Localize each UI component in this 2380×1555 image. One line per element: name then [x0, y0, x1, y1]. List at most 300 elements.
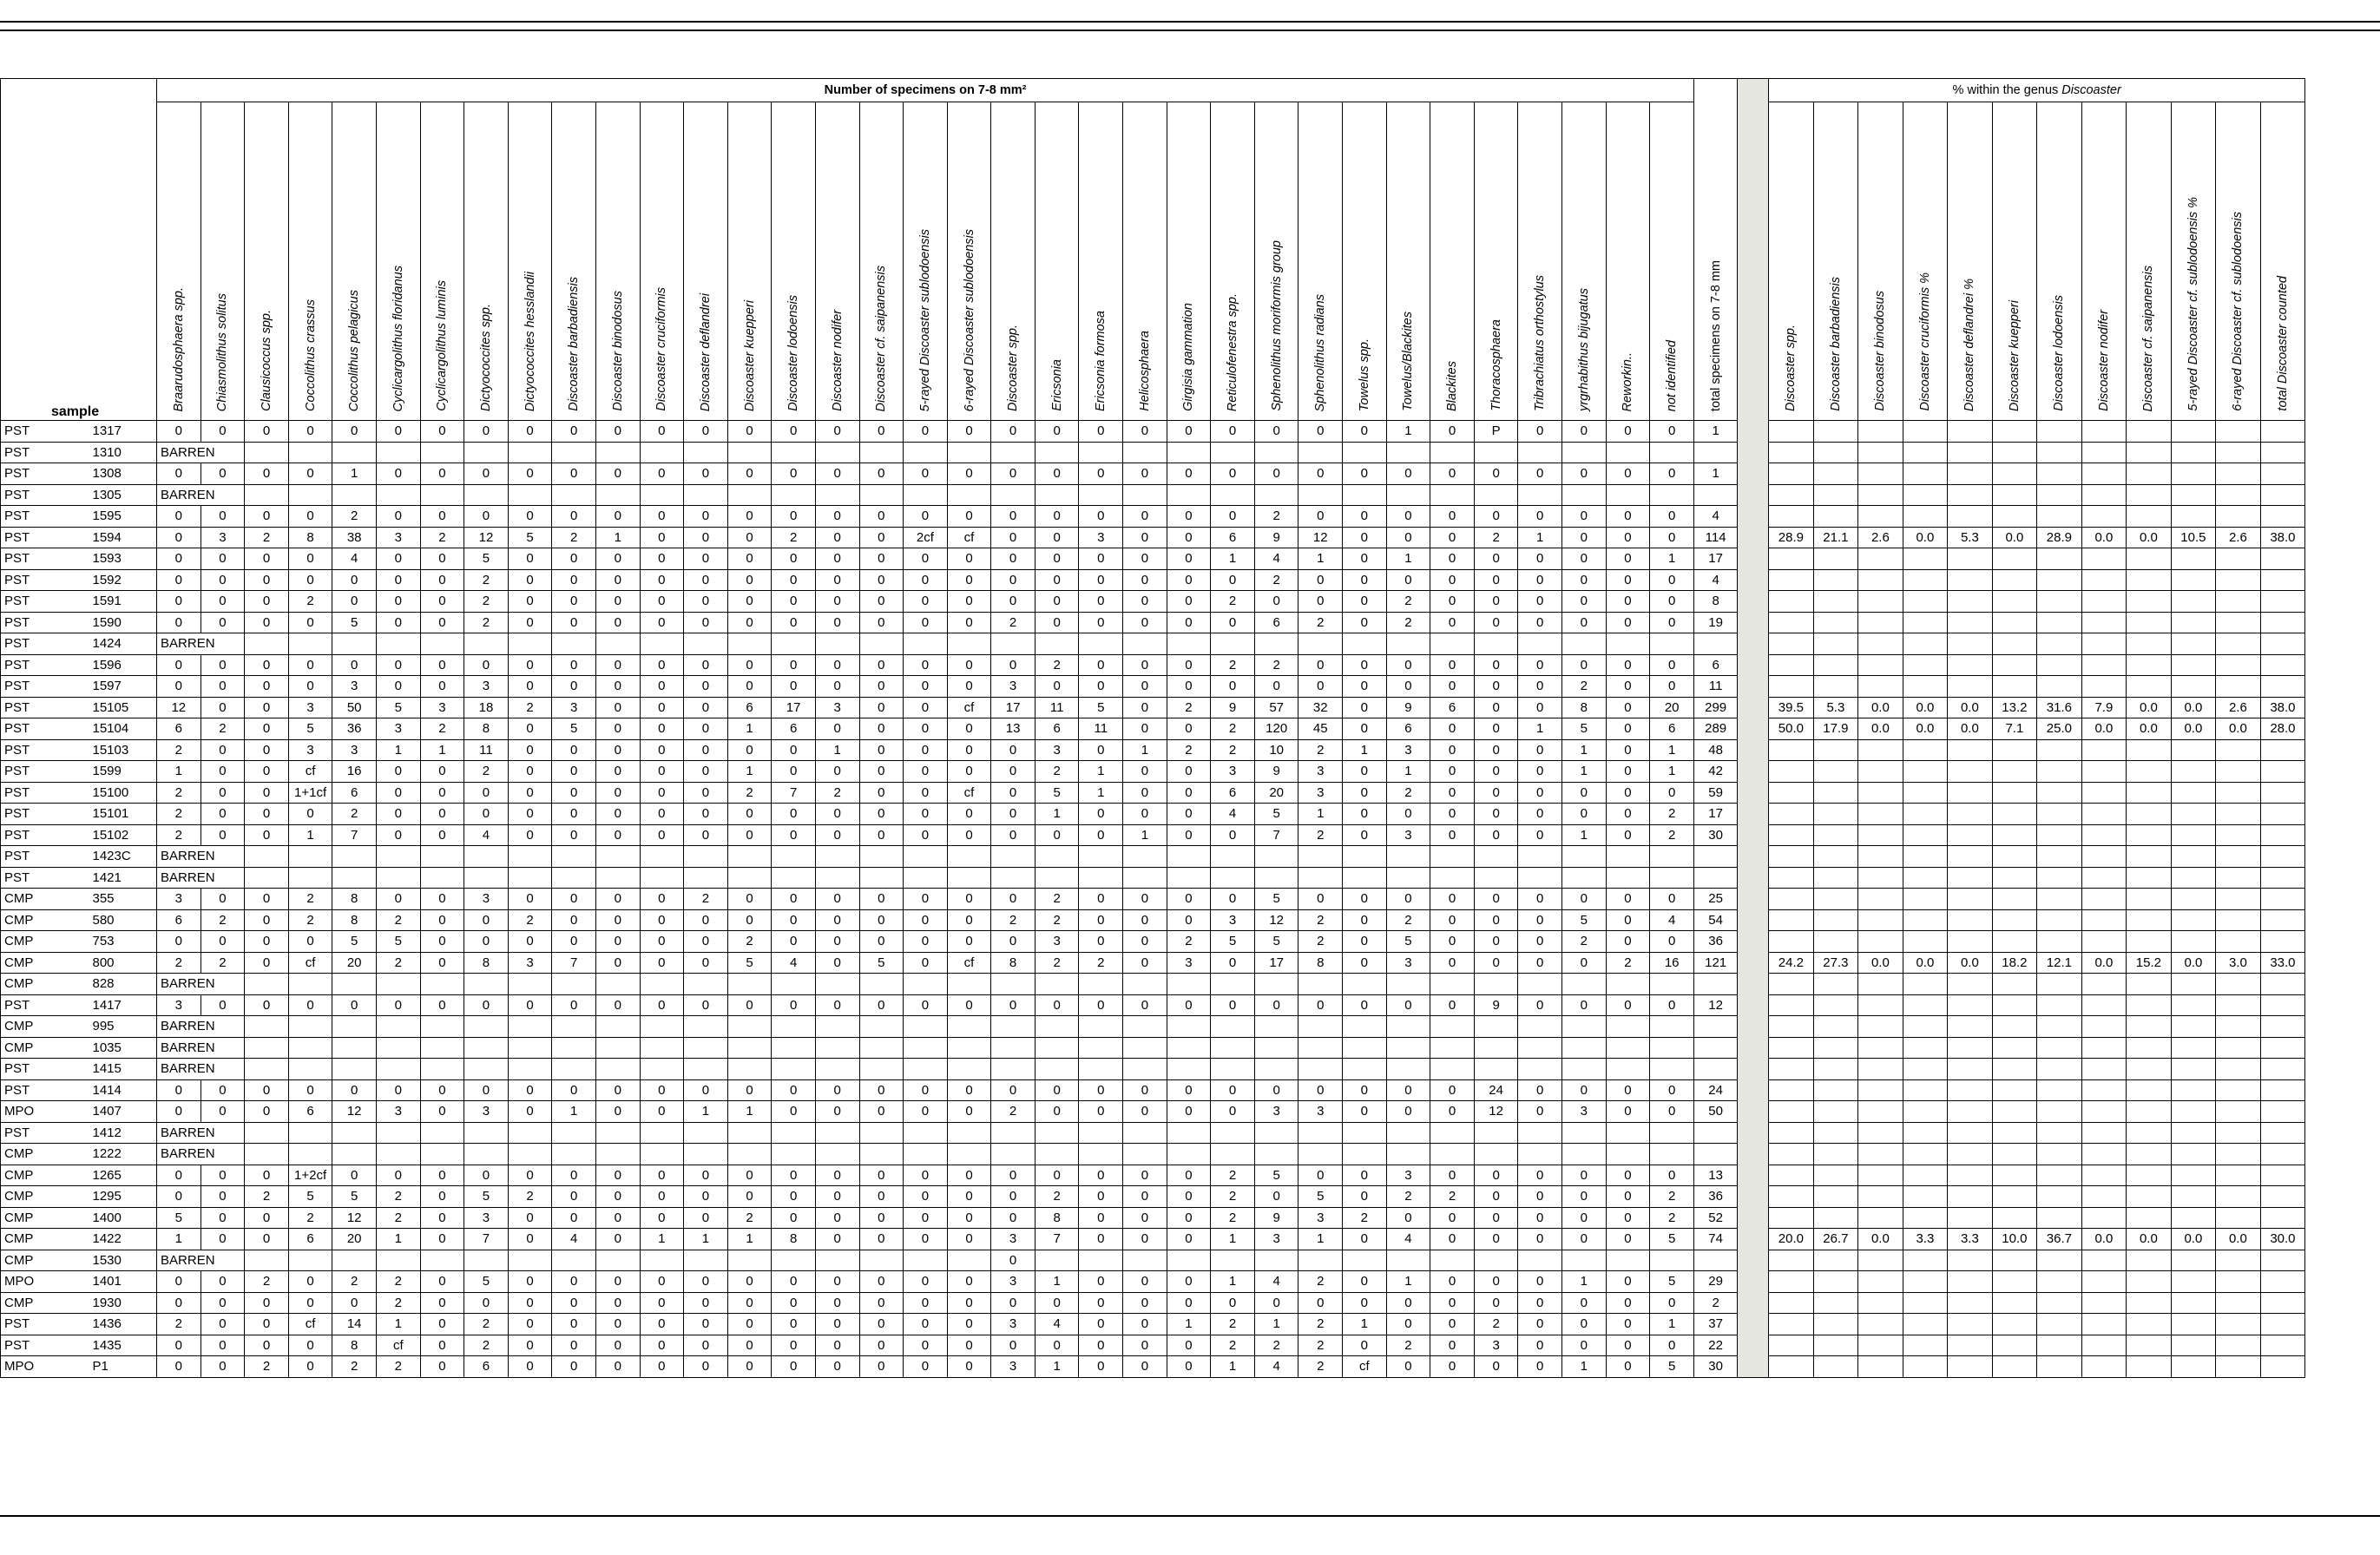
sample-number: 1530	[88, 1250, 157, 1271]
total-cell: 30	[1694, 1356, 1738, 1378]
count-cell: 0	[1474, 463, 1518, 485]
count-cell: 0	[1474, 569, 1518, 591]
count-cell: 0	[201, 1314, 245, 1335]
count-cell: 0	[288, 1079, 332, 1101]
count-cell: 7	[552, 952, 596, 974]
percent-cell	[1769, 1122, 1814, 1144]
count-cell: 0	[1035, 1335, 1079, 1356]
table-cell	[904, 1144, 948, 1165]
count-cell: 1	[595, 527, 640, 548]
percent-cell	[1769, 612, 1814, 633]
count-cell: 0	[245, 889, 289, 910]
count-cell: 0	[1474, 548, 1518, 570]
count-cell: 0	[1474, 761, 1518, 783]
count-cell: 0	[1518, 506, 1562, 528]
table-cell	[1430, 1059, 1475, 1080]
percent-cell	[2171, 846, 2216, 868]
table-cell	[420, 1016, 464, 1038]
count-cell: 7	[1035, 1229, 1079, 1250]
count-cell: 0	[245, 569, 289, 591]
count-cell: 2	[1167, 931, 1211, 953]
count-cell: 12	[332, 1207, 377, 1229]
column-label: Ericsonia	[1049, 359, 1064, 411]
count-cell: 2	[376, 1207, 420, 1229]
table-row	[1, 463, 2305, 485]
count-cell: 0	[1518, 739, 1562, 761]
count-cell: 2	[1606, 952, 1650, 974]
count-cell: 2	[1474, 1314, 1518, 1335]
percent-cell: 15.2	[2127, 952, 2172, 974]
count-cell: 0	[1430, 591, 1475, 613]
count-cell: 1	[420, 739, 464, 761]
count-cell: 0	[727, 1186, 772, 1208]
percent-cell	[1903, 1335, 1948, 1356]
total-cell: 1	[1694, 463, 1738, 485]
count-cell: 17	[1254, 952, 1298, 974]
count-cell: 1	[684, 1101, 728, 1123]
count-cell: 0	[1474, 804, 1518, 825]
sample-number: 1424	[88, 633, 157, 655]
count-cell: 9	[1386, 697, 1430, 718]
count-cell: 0	[1430, 527, 1475, 548]
table-cell	[1518, 1144, 1562, 1165]
table-cell	[1035, 1059, 1079, 1080]
percent-cell: 0.0	[2216, 718, 2261, 740]
species-header	[420, 102, 464, 421]
count-cell: 0	[727, 463, 772, 485]
table-cell	[772, 974, 816, 995]
count-cell: 0	[1430, 889, 1475, 910]
percent-cell	[2037, 1144, 2082, 1165]
count-cell: 0	[595, 739, 640, 761]
count-cell: 6	[1386, 718, 1430, 740]
percent-cell	[1813, 1250, 1858, 1271]
table-cell	[1123, 442, 1167, 463]
count-cell: 5	[1211, 931, 1255, 953]
count-cell: 0	[508, 1207, 552, 1229]
count-cell: 0	[595, 548, 640, 570]
count-cell: 0	[1386, 1079, 1430, 1101]
count-cell: 3	[508, 952, 552, 974]
table-cell	[1606, 442, 1650, 463]
percent-cell	[1992, 548, 2037, 570]
count-cell: 2cf	[904, 527, 948, 548]
count-cell: 0	[1474, 654, 1518, 676]
table-cell	[727, 484, 772, 506]
count-cell: 0	[991, 931, 1035, 953]
percent-cell	[1992, 782, 2037, 804]
percent-cell	[1813, 548, 1858, 570]
count-cell: 0	[772, 548, 816, 570]
percent-cell	[2216, 1122, 2261, 1144]
count-cell: 0	[1606, 1101, 1650, 1123]
count-cell: 0	[684, 739, 728, 761]
count-cell: 0	[1211, 569, 1255, 591]
count-cell: 0	[201, 931, 245, 953]
table-cell	[1167, 484, 1211, 506]
count-cell: 0	[1298, 463, 1343, 485]
sample-number: 15105	[88, 697, 157, 718]
table-cell	[684, 974, 728, 995]
count-cell: 0	[1606, 994, 1650, 1016]
count-cell: 0	[1211, 889, 1255, 910]
table-cell	[552, 867, 596, 889]
count-cell: 0	[1035, 1079, 1079, 1101]
percent-cell: 10.5	[2171, 527, 2216, 548]
count-cell: 3	[1562, 1101, 1607, 1123]
count-cell: 0	[815, 463, 859, 485]
table-cell	[991, 1122, 1035, 1144]
table-cell	[1079, 484, 1123, 506]
count-cell: 0	[508, 889, 552, 910]
table-cell	[684, 484, 728, 506]
count-cell: 0	[245, 804, 289, 825]
count-cell: 0	[1386, 463, 1430, 485]
table-row	[1, 952, 2305, 974]
species-header	[1035, 102, 1079, 421]
count-cell: 0	[508, 1356, 552, 1378]
count-cell: 0	[552, 1314, 596, 1335]
count-cell: 2	[1254, 506, 1298, 528]
count-cell: 1	[1035, 1356, 1079, 1378]
percent-cell	[2171, 1037, 2216, 1059]
column-label: 6-rayed Discoaster cf. sublodoensis	[2231, 212, 2245, 411]
percent-cell	[2037, 421, 2082, 443]
percent-header	[1813, 102, 1858, 421]
percent-cell	[1992, 909, 2037, 931]
percent-cell	[1992, 591, 2037, 613]
percent-cell	[1992, 1250, 2037, 1271]
count-cell: 1	[727, 1101, 772, 1123]
count-cell: 0	[772, 994, 816, 1016]
count-cell: 0	[552, 994, 596, 1016]
count-cell: 0	[288, 569, 332, 591]
count-cell: 0	[991, 1165, 1035, 1186]
percent-cell	[2216, 1079, 2261, 1101]
percent-cell	[1992, 1335, 2037, 1356]
count-cell: 0	[991, 421, 1035, 443]
count-cell: 0	[1430, 676, 1475, 698]
percent-header	[2037, 102, 2082, 421]
table-row	[1, 527, 2305, 548]
count-cell: 0	[1035, 824, 1079, 846]
sample-number: 1035	[88, 1037, 157, 1059]
count-cell: 0	[815, 824, 859, 846]
table-cell	[1430, 1122, 1475, 1144]
percent-cell	[2081, 1335, 2127, 1356]
count-cell: 0	[1650, 931, 1694, 953]
count-cell: 2	[1298, 1356, 1343, 1378]
column-label: Reworkin..	[1621, 351, 1635, 411]
species-header	[1386, 102, 1430, 421]
count-cell: 2	[157, 739, 201, 761]
table-cell	[640, 484, 684, 506]
species-header	[464, 102, 509, 421]
table-cell	[376, 846, 420, 868]
count-cell: 8	[1298, 952, 1343, 974]
count-cell: 0	[904, 697, 948, 718]
count-cell: 0	[1386, 1101, 1430, 1123]
percent-cell	[2081, 612, 2127, 633]
sample-number: 15101	[88, 804, 157, 825]
percent-cell	[2260, 1037, 2305, 1059]
table-cell	[1254, 846, 1298, 868]
percent-cell	[1858, 994, 1903, 1016]
count-cell: 0	[815, 1207, 859, 1229]
percent-cell	[1948, 846, 1993, 868]
percent-cell: 0.0	[1948, 718, 1993, 740]
sample-number: 1417	[88, 994, 157, 1016]
count-cell: 0	[859, 804, 904, 825]
column-label: Chiasmolithus solitus	[215, 292, 230, 411]
percent-cell	[1948, 506, 1993, 528]
count-cell: 0	[640, 421, 684, 443]
count-cell: 0	[1035, 548, 1079, 570]
count-cell: 0	[640, 889, 684, 910]
percent-cell	[1769, 1079, 1814, 1101]
total-cell: 299	[1694, 697, 1738, 718]
column-label: Braarudosphaera spp.	[171, 286, 186, 411]
count-cell: 0	[508, 1101, 552, 1123]
sample-number: 15102	[88, 824, 157, 846]
count-cell: 0	[1606, 804, 1650, 825]
count-cell: 0	[1167, 1079, 1211, 1101]
sample-number: 1222	[88, 1144, 157, 1165]
percent-cell: 0.0	[2127, 718, 2172, 740]
table-cell	[595, 867, 640, 889]
count-cell: 0	[727, 421, 772, 443]
barren-label: BARREN	[157, 867, 201, 889]
percent-cell	[2037, 889, 2082, 910]
percent-cell	[1813, 1292, 1858, 1314]
count-cell: 1	[1650, 739, 1694, 761]
percent-cell: 2.6	[1858, 527, 1903, 548]
percent-cell	[1858, 1144, 1903, 1165]
count-cell: 0	[1079, 591, 1123, 613]
count-cell: 0	[684, 612, 728, 633]
percent-cell	[1903, 1016, 1948, 1038]
count-cell: 0	[1474, 1356, 1518, 1378]
count-cell: 2	[1079, 952, 1123, 974]
count-cell: 2	[1650, 804, 1694, 825]
column-label: Thoracosphaera	[1489, 319, 1503, 411]
count-cell: 3	[1298, 761, 1343, 783]
column-label: total Discoaster counted	[2275, 276, 2290, 411]
species-header	[815, 102, 859, 421]
table-cell	[1167, 1037, 1211, 1059]
count-cell: 0	[1562, 889, 1607, 910]
count-cell: 5	[288, 718, 332, 740]
table-cell	[1386, 1037, 1430, 1059]
percent-cell	[2127, 1101, 2172, 1123]
total-cell: 48	[1694, 739, 1738, 761]
count-cell: 2	[1211, 1207, 1255, 1229]
count-cell: 0	[595, 761, 640, 783]
percent-cell: 12.1	[2037, 952, 2082, 974]
percent-cell	[1903, 867, 1948, 889]
count-cell: 0	[1386, 654, 1430, 676]
percent-cell	[1858, 782, 1903, 804]
count-cell: 5	[464, 1186, 509, 1208]
count-cell: 0	[1518, 1186, 1562, 1208]
count-cell: 0	[727, 804, 772, 825]
count-cell: 0	[1430, 1079, 1475, 1101]
count-cell: 0	[1430, 569, 1475, 591]
percent-cell	[2037, 654, 2082, 676]
percent-cell	[2171, 654, 2216, 676]
barren-label: BARREN	[157, 1250, 201, 1271]
percent-cell	[1813, 1356, 1858, 1378]
percent-cell	[2216, 548, 2261, 570]
count-cell: 3	[991, 1271, 1035, 1293]
count-cell: 0	[420, 761, 464, 783]
count-cell: 2	[1343, 1207, 1387, 1229]
count-cell: 1	[684, 1229, 728, 1250]
count-cell: cf	[947, 697, 991, 718]
table-cell	[595, 1122, 640, 1144]
count-cell: 0	[640, 718, 684, 740]
count-cell: 5	[157, 1207, 201, 1229]
count-cell: 0	[727, 654, 772, 676]
count-cell: 0	[772, 463, 816, 485]
percent-cell: 0.0	[2081, 952, 2127, 974]
percent-cell	[1992, 1037, 2037, 1059]
percent-cell	[1948, 824, 1993, 846]
count-cell: 0	[815, 1229, 859, 1250]
percent-cell	[1769, 591, 1814, 613]
count-cell: 0	[684, 952, 728, 974]
count-cell: 4	[1211, 804, 1255, 825]
percent-cell	[2081, 1165, 2127, 1186]
count-cell: 0	[859, 591, 904, 613]
count-cell: 0	[1167, 548, 1211, 570]
count-cell: 2	[684, 889, 728, 910]
count-cell: 0	[815, 569, 859, 591]
count-cell: 0	[904, 909, 948, 931]
table-cell	[772, 1250, 816, 1271]
percent-cell: 0.0	[1858, 952, 1903, 974]
count-cell: 3	[464, 889, 509, 910]
table-cell	[245, 1250, 289, 1271]
count-cell: 0	[772, 421, 816, 443]
count-cell: 0	[947, 1356, 991, 1378]
percent-cell	[2260, 676, 2305, 698]
count-cell: 0	[508, 994, 552, 1016]
count-cell: 0	[947, 1186, 991, 1208]
percent-cell	[2171, 804, 2216, 825]
percent-cell	[1948, 1059, 1993, 1080]
percent-cell	[2127, 889, 2172, 910]
percent-cell	[1992, 442, 2037, 463]
table-cell	[815, 1144, 859, 1165]
percent-cell	[1813, 782, 1858, 804]
count-cell: 6	[464, 1356, 509, 1378]
percent-cell	[2037, 994, 2082, 1016]
table-cell	[595, 974, 640, 995]
table-row	[1, 739, 2305, 761]
count-cell: 6	[1650, 718, 1694, 740]
count-cell: 2	[1298, 612, 1343, 633]
count-cell: 2	[245, 1271, 289, 1293]
table-cell	[947, 1059, 991, 1080]
count-cell: 0	[991, 824, 1035, 846]
count-cell: 0	[1474, 1186, 1518, 1208]
percent-cell	[2171, 1144, 2216, 1165]
count-cell: 2	[727, 1207, 772, 1229]
count-cell: 1	[1343, 1314, 1387, 1335]
percent-cell	[1858, 421, 1903, 443]
table-cell	[727, 1250, 772, 1271]
count-cell: 17	[772, 697, 816, 718]
count-cell: 0	[464, 421, 509, 443]
table-cell	[991, 867, 1035, 889]
percent-cell	[1948, 889, 1993, 910]
count-cell: 0	[1167, 994, 1211, 1016]
table-cell	[1430, 633, 1475, 655]
table-row	[1, 1165, 2305, 1186]
percent-cell: 17.9	[1813, 718, 1858, 740]
count-cell: 0	[288, 421, 332, 443]
table-cell	[1386, 1250, 1430, 1271]
percent-cell	[2081, 761, 2127, 783]
count-cell: 0	[1167, 804, 1211, 825]
count-cell: 5	[332, 1186, 377, 1208]
table-row	[1, 1122, 2305, 1144]
count-cell: 0	[1430, 1271, 1475, 1293]
table-cell	[1035, 633, 1079, 655]
count-cell: 0	[508, 1335, 552, 1356]
percent-cell	[2171, 761, 2216, 783]
percent-cell	[1903, 1356, 1948, 1378]
percent-cell	[1948, 1207, 1993, 1229]
percent-cell	[1858, 931, 1903, 953]
count-cell: 0	[508, 739, 552, 761]
table-cell	[1430, 1037, 1475, 1059]
count-cell: 0	[947, 1292, 991, 1314]
percent-cell	[1992, 506, 2037, 528]
count-cell: 0	[1386, 804, 1430, 825]
percent-cell	[1992, 1101, 2037, 1123]
count-cell: 0	[508, 506, 552, 528]
percent-cell	[2216, 1037, 2261, 1059]
count-cell: 0	[904, 1335, 948, 1356]
percent-cell	[1992, 931, 2037, 953]
count-cell: 6	[727, 697, 772, 718]
table-cell	[727, 1144, 772, 1165]
percent-cell: 0.0	[2171, 1229, 2216, 1250]
table-row	[1, 1292, 2305, 1314]
table-cell	[1562, 846, 1607, 868]
table-cell	[464, 867, 509, 889]
table-cell	[508, 867, 552, 889]
count-cell: 0	[595, 1271, 640, 1293]
count-cell: 0	[157, 463, 201, 485]
count-cell: 0	[1123, 1356, 1167, 1378]
column-label: Tribrachiatus orthostylus	[1533, 275, 1548, 411]
table-cell	[420, 442, 464, 463]
count-cell: 0	[420, 654, 464, 676]
count-cell: 2	[1254, 569, 1298, 591]
percent-cell	[1858, 1037, 1903, 1059]
table-cell	[947, 484, 991, 506]
count-cell: 0	[815, 676, 859, 698]
count-cell: 0	[640, 676, 684, 698]
count-cell: 0	[552, 889, 596, 910]
count-cell: 0	[640, 591, 684, 613]
percent-cell	[2216, 1186, 2261, 1208]
specimen-table	[0, 78, 2305, 1378]
percent-cell	[2127, 804, 2172, 825]
